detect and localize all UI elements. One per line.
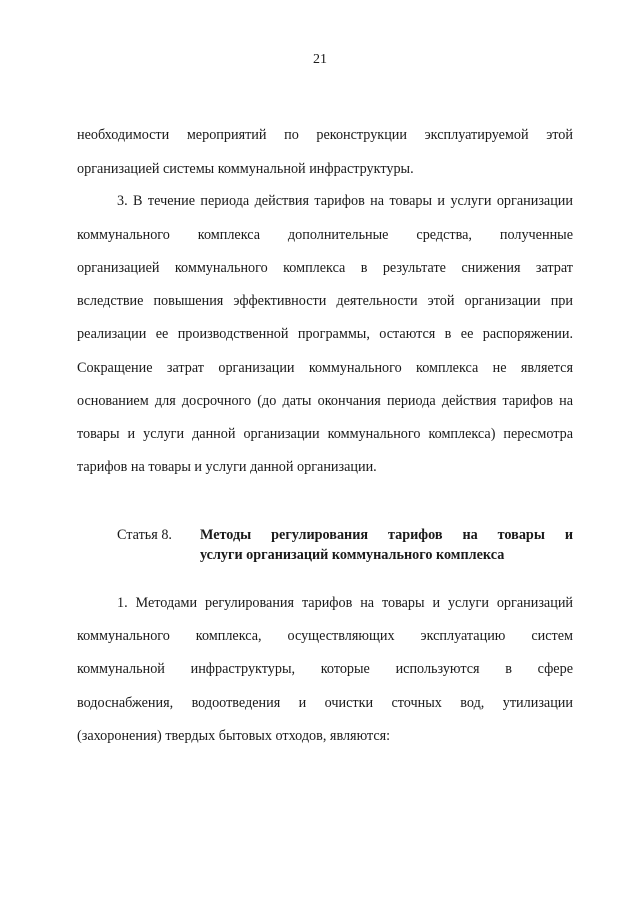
text-line: (захоронения) твердых бытовых отходов, являются: — [77, 728, 391, 744]
text-line: водоснабжения, водоотведения и очистки сточных вод, утилизации — [77, 695, 573, 711]
article-label: Статья 8. — [117, 527, 172, 543]
text-line: 3. В течение периода действия тарифов на товары и услуги организации — [117, 193, 573, 209]
article-title-line: услуги организаций коммунального комплекса — [200, 547, 505, 563]
page-number: 21 — [313, 52, 327, 67]
text-line: Сокращение затрат организации коммунального комплекса не является — [77, 360, 573, 376]
text-line: основанием для досрочного (до даты окончания периода действия тарифов на — [77, 393, 573, 409]
text-line: организацией системы коммунальной инфраструктуры. — [77, 161, 414, 177]
text-line: 1. Методами регулирования тарифов на товары и услуги организаций — [117, 595, 573, 611]
text-line: коммунального комплекса дополнительные средства, полученные — [77, 227, 573, 243]
text-line: коммунального комплекса, осуществляющих эксплуатацию систем — [77, 628, 573, 644]
text-line: товары и услуги данной организации коммунального комплекса) пересмотра — [77, 426, 573, 442]
text-line: вследствие повышения эффективности деятельности этой организации при — [77, 293, 573, 309]
text-line: необходимости мероприятий по реконструкции эксплуатируемой этой — [77, 127, 573, 143]
text-line: коммунальной инфраструктуры, которые используются в сфере — [77, 661, 573, 677]
text-line: тарифов на товары и услуги данной организации. — [77, 459, 377, 475]
text-line: реализации ее производственной программы, остаются в ее распоряжении. — [77, 326, 573, 342]
text-line: организацией коммунального комплекса в результате снижения затрат — [77, 260, 573, 276]
article-title-line: Методы регулирования тарифов на товары и — [200, 527, 573, 543]
